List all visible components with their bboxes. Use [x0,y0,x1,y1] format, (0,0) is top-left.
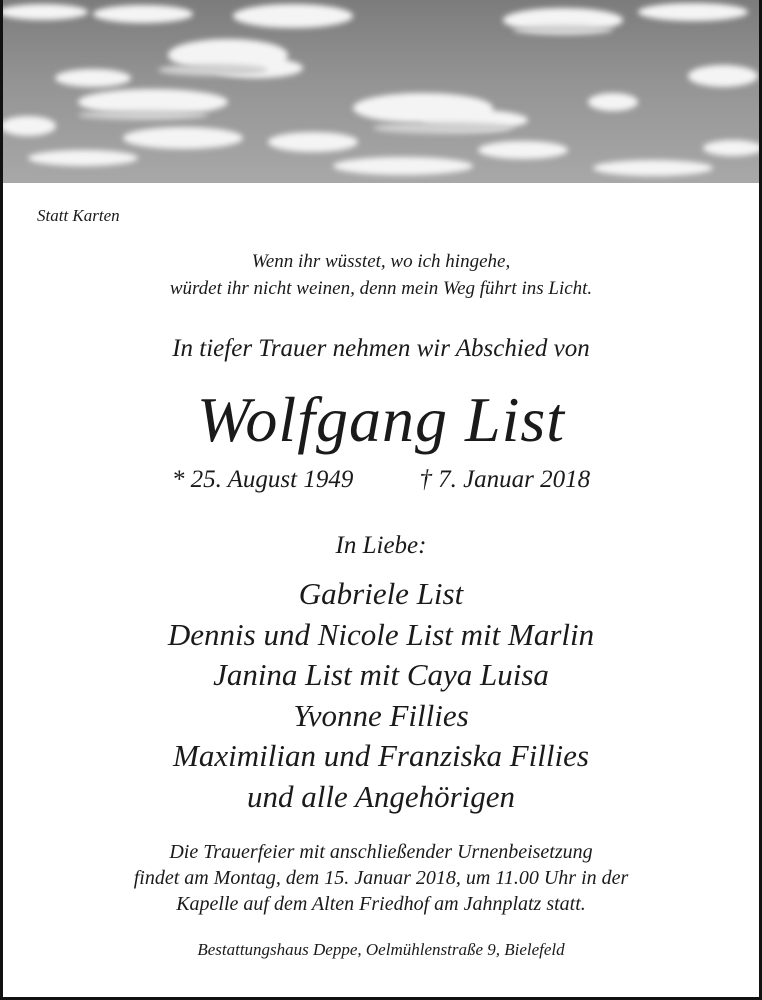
ceremony-line: Kapelle auf dem Alten Friedhof am Jahnplatz statt. [176,893,586,915]
funeral-home: Bestattungshaus Deppe, Oelmühlenstraße 9, Bielefeld [197,940,565,959]
family-member: und alle Angehörigen [246,778,516,814]
verse-line: würdet ihr nicht weinen, denn mein Weg führt ins Licht. [169,278,593,299]
ceremony-line: findet am Montag, dem 15. Januar 2018, um 11.00 Uhr in der [133,867,629,889]
statt-karten-label: Statt Karten [37,206,120,225]
intro-text: In tiefer Trauer nehmen wir Abschied von [172,335,590,362]
family-list [3,574,759,817]
family-member: Janina List mit Caya Luisa [213,657,549,692]
ceremony-line: Die Trauerfeier mit anschließender Urnenbeisetzung [169,841,593,863]
verse-line: Wenn ihr wüsstet, wo ich hingehe, [251,251,511,272]
family-member: Maximilian und Franziska Fillies [173,738,589,773]
life-dates [3,466,759,494]
birth-date: * 25. August 1949 [171,466,354,493]
ceremony-info [3,839,759,917]
deceased-name: Wolfgang List [196,384,566,455]
death-date: † 7. Januar 2018 [419,466,591,493]
in-liebe-label: In Liebe: [335,532,427,559]
family-member: Gabriele List [298,576,464,611]
family-member: Dennis und Nicole List mit Marlin [167,616,595,652]
family-member: Yvonne Fillies [293,697,469,733]
cloudy-sky-photo [3,0,759,183]
